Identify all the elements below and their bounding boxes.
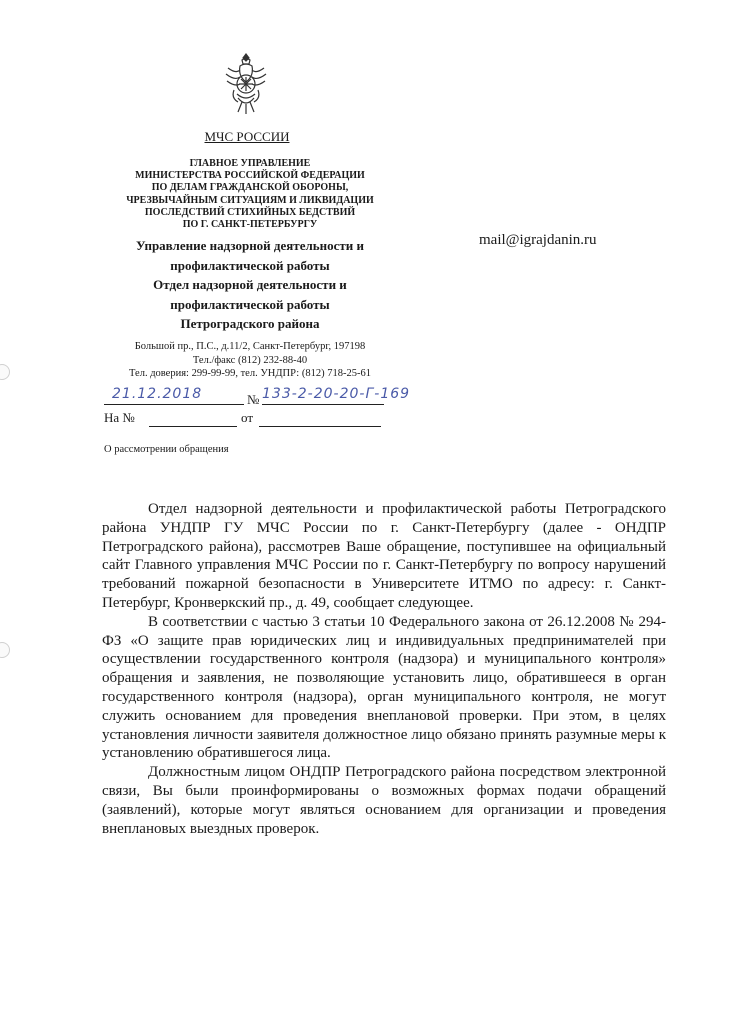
ministry-line: ПОСЛЕДСТВИЙ СТИХИЙНЫХ БЕДСТВИЙ — [144, 206, 356, 218]
body-paragraph: В соответствии с частью 3 статьи 10 Федерального закона от 26.12.2008 № 294-ФЗ «О защите прав юридических лиц и индивидуальных предпринимателей при осуществлении государственного контроля (надзора) и муниципального контроля» обращения и заявления, не позволяющие установить лицо, обратившееся в орган государственного контроля (надзора), орган муниципального контроля, не могут служить основанием для проведения внеплановой проверки. При этом, в целях установления личности заявителя должностное лицо обязано принять разумные меры к установлению обратившегося лица. — [102, 613, 666, 762]
ministry-line: ПО Г. САНКТ-ПЕТЕРБУРГУ — [182, 219, 318, 231]
department-line: Отдел надзорной деятельности и — [153, 277, 347, 292]
body-paragraph: Отдел надзорной деятельности и профилактической работы Петроградского района УНДПР ГУ МЧС России по г. Санкт-Петербургу (далее - ОНДПР Петроградского района), рассмотрев Ваше обращение, поступившее на официальный сайт Главного управления МЧС России по г. Санкт-Петербургу по вопросу нарушений требований пожарной безопасности в Университете ИТМО по адресу: г. Санкт-Петербург, Кронверкский пр., д. 49, сообщает следующее. — [102, 501, 666, 611]
number-label: № — [247, 392, 260, 407]
ref-from-underline — [259, 426, 381, 427]
ref-from-label: от — [241, 410, 254, 425]
subject-line: О рассмотрении обращения — [104, 444, 229, 455]
ministry-line: ЧРЕЗВЫЧАЙНЫМ СИТУАЦИЯМ И ЛИКВИДАЦИИ — [126, 194, 374, 206]
ministry-line: ГЛАВНОЕ УПРАВЛЕНИЕ — [189, 158, 311, 169]
punch-hole — [0, 642, 10, 658]
address-line: Тел. доверия: 299-99-99, тел. УНДПР: (812) 718-25-61 — [129, 368, 371, 379]
address-line: Тел./факс (812) 232-88-40 — [192, 354, 308, 366]
registration-number: 133-2-20-20-Г-169 — [262, 386, 411, 402]
department-line: профилактической работы — [170, 257, 330, 273]
ministry-line: МИНИСТЕРСТВА РОССИЙСКОЙ ФЕДЕРАЦИИ — [135, 170, 365, 182]
ministry-block — [100, 158, 400, 231]
department-line: Петроградского района — [180, 316, 320, 331]
number-underline — [262, 404, 384, 405]
recipient-email: mail@igrajdanin.ru — [479, 232, 597, 248]
body-paragraph: Должностным лицом ОНДПР Петроградского района посредством электронной связи, Вы были проинформированы о возможных формах подачи обращений (заявлений), которые могут являться основанием для организации и проведения внеплановых выездных проверок. — [102, 764, 666, 837]
emblem-icon — [220, 50, 272, 118]
letter-body — [102, 500, 666, 838]
ministry-line: ПО ДЕЛАМ ГРАЖДАНСКОЙ ОБОРОНЫ, — [151, 182, 349, 194]
department-line: Управление надзорной деятельности и — [135, 238, 365, 253]
address-block — [100, 340, 400, 381]
agency-title: МЧС РОССИИ — [204, 129, 290, 144]
date-underline — [104, 404, 244, 405]
department-line: профилактической работы — [170, 296, 330, 312]
ref-number-underline — [149, 426, 237, 427]
ref-number-label: На № — [104, 410, 135, 425]
registration-date: 21.12.2018 — [112, 386, 203, 402]
address-line: Большой пр., П.С., д.11/2, Санкт-Петербург, 197198 — [134, 341, 366, 352]
punch-hole — [0, 364, 10, 380]
department-block — [105, 236, 395, 334]
